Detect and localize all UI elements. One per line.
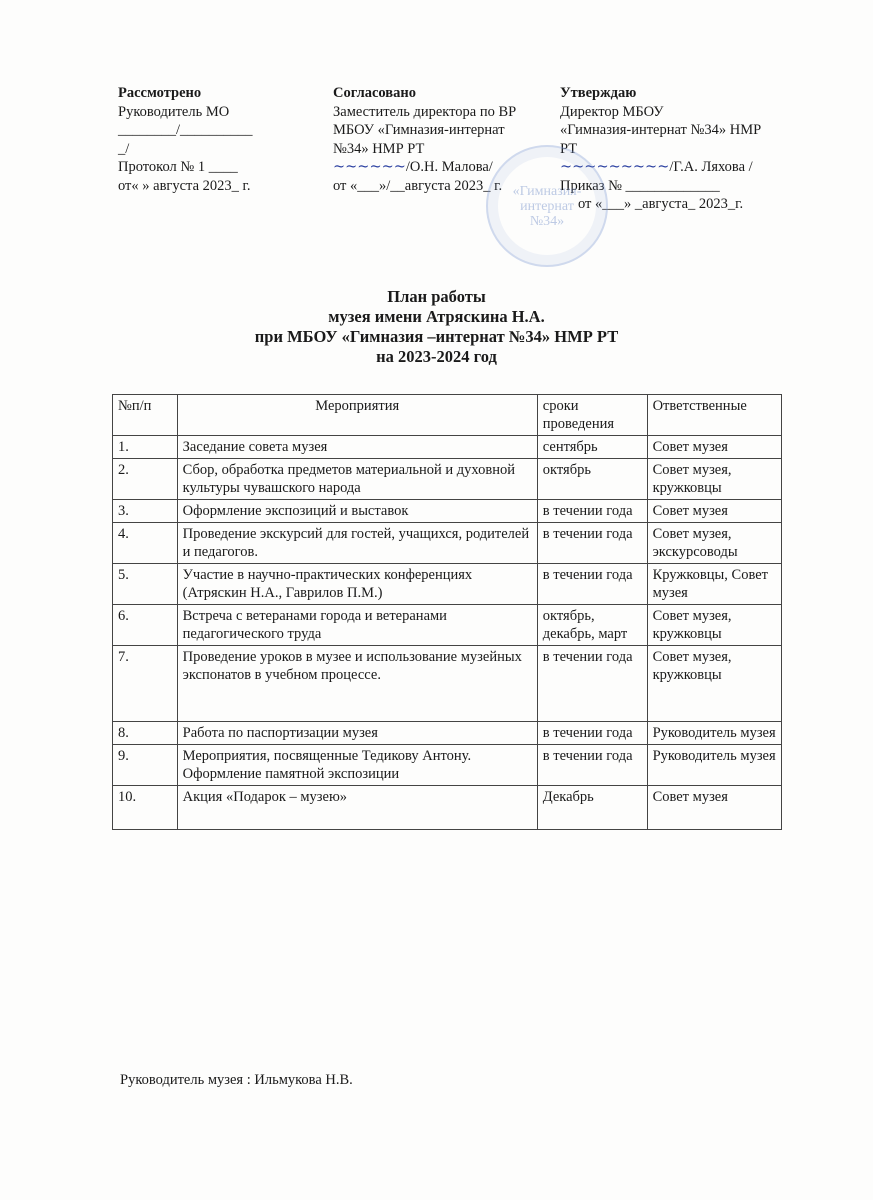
table-row [113, 523, 782, 564]
row-event: Акция «Подарок – музею» [177, 786, 537, 830]
approved-title: Утверждаю [560, 85, 637, 101]
agreed-role: Заместитель директора по ВР [333, 103, 517, 120]
table-row [113, 745, 782, 786]
title-line: при МБОУ «Гимназия –интернат №34» НМР РТ [254, 327, 619, 346]
considered-protocol: Протокол № 1 ____ [118, 159, 238, 175]
row-number: 8. [113, 722, 178, 745]
row-responsible: Совет музея, кружковцы [647, 459, 781, 500]
approved-date: от «___» _августа_ 2023_г. [578, 196, 744, 212]
plan-table [112, 394, 782, 830]
row-event: Проведение уроков в музее и использование музейных экспонатов в учебном процессе. [177, 646, 537, 722]
table-row [113, 436, 782, 459]
title-line: на 2023-2024 год [376, 347, 497, 366]
row-event: Проведение экскурсий для гостей, учащихся, родителей и педагогов. [177, 523, 537, 564]
row-period: в течении года [537, 500, 647, 523]
agreed-date: от «___»/__августа 2023_ г. [333, 177, 503, 194]
row-period: октябрь [537, 459, 647, 500]
row-event: Работа по паспортизации музея [177, 722, 537, 745]
row-number: 6. [113, 605, 178, 646]
approved-org-line1: «Гимназия-интернат №34» НМР [560, 122, 762, 138]
approved-order: Приказ № _____________ [560, 177, 720, 194]
approval-considered [118, 84, 328, 195]
row-number: 10. [113, 786, 178, 830]
row-number: 9. [113, 745, 178, 786]
table-row [113, 564, 782, 605]
stamp-text: №34» [529, 213, 565, 229]
row-period: в течении года [537, 523, 647, 564]
row-responsible: Совет музея, кружковцы [647, 605, 781, 646]
table-row [113, 786, 782, 830]
table-header-row [113, 395, 782, 436]
title-line: План работы [387, 287, 486, 306]
row-number: 2. [113, 459, 178, 500]
row-number: 3. [113, 500, 178, 523]
row-responsible: Совет музея, кружковцы [647, 646, 781, 722]
row-period: в течении года [537, 745, 647, 786]
row-number: 4. [113, 523, 178, 564]
table-row [113, 646, 782, 722]
stamp-text: интернат [520, 198, 574, 214]
row-number: 7. [113, 646, 178, 722]
table-row [113, 722, 782, 745]
document-title [0, 287, 873, 367]
header-responsible: Ответственные [647, 395, 781, 436]
approved-role: Директор МБОУ [560, 103, 664, 120]
considered-date: от« » августа 2023_ г. [118, 177, 251, 194]
row-event: Оформление экспозиций и выставок [177, 500, 537, 523]
row-period: в течении года [537, 646, 647, 722]
signature-icon: ~~~~~~~~~ [560, 159, 670, 175]
considered-signature-line: ________/__________ [118, 122, 253, 138]
row-responsible: Совет музея [647, 786, 781, 830]
table-row [113, 605, 782, 646]
table-row [113, 459, 782, 500]
row-responsible: Руководитель музея [647, 745, 781, 786]
title-line: музея имени Атряскина Н.А. [328, 307, 545, 326]
approved-org-line2: РТ [560, 140, 578, 157]
considered-role: Руководитель МО [118, 103, 230, 120]
header-period: сроки проведения [537, 395, 647, 436]
row-responsible: Руководитель музея [647, 722, 781, 745]
seal-stamp-icon [486, 145, 608, 267]
agreed-org-line2: №34» НМР РТ [333, 140, 425, 157]
considered-title: Рассмотрено [118, 85, 202, 101]
row-responsible: Совет музея [647, 436, 781, 459]
agreed-title: Согласовано [333, 85, 416, 101]
row-event: Мероприятия, посвященные Тедикову Антону. Оформление памятной экспозиции [177, 745, 537, 786]
row-number: 5. [113, 564, 178, 605]
row-number: 1. [113, 436, 178, 459]
row-event: Сбор, обработка предметов материальной и духовной культуры чувашского народа [177, 459, 537, 500]
stamp-text: «Гимназия- [512, 183, 582, 199]
row-responsible: Совет музея [647, 500, 781, 523]
row-period: октябрь, декабрь, март [537, 605, 647, 646]
row-period: сентябрь [537, 436, 647, 459]
row-event: Заседание совета музея [177, 436, 537, 459]
agreed-org-line1: МБОУ «Гимназия-интернат [333, 122, 505, 138]
row-event: Встреча с ветеранами города и ветеранами педагогического труда [177, 605, 537, 646]
signature-icon: ~~~~~~ [333, 159, 406, 175]
museum-head-signature: Руководитель музея : Ильмукова Н.В. [120, 1072, 353, 1088]
row-period: в течении года [537, 564, 647, 605]
row-period: Декабрь [537, 786, 647, 830]
row-responsible: Кружковцы, Совет музея [647, 564, 781, 605]
considered-line-tail: _/ [118, 140, 130, 157]
approved-signature-name: /Г.А. Ляхова / [669, 159, 753, 175]
table-row [113, 500, 782, 523]
row-event: Участие в научно-практических конференциях (Атряскин Н.А., Гаврилов П.М.) [177, 564, 537, 605]
row-period: в течении года [537, 722, 647, 745]
agreed-signature-name: /О.Н. Малова/ [405, 159, 493, 175]
header-number: №п/п [113, 395, 178, 436]
row-responsible: Совет музея, экскурсоводы [647, 523, 781, 564]
header-events: Мероприятия [177, 395, 537, 436]
